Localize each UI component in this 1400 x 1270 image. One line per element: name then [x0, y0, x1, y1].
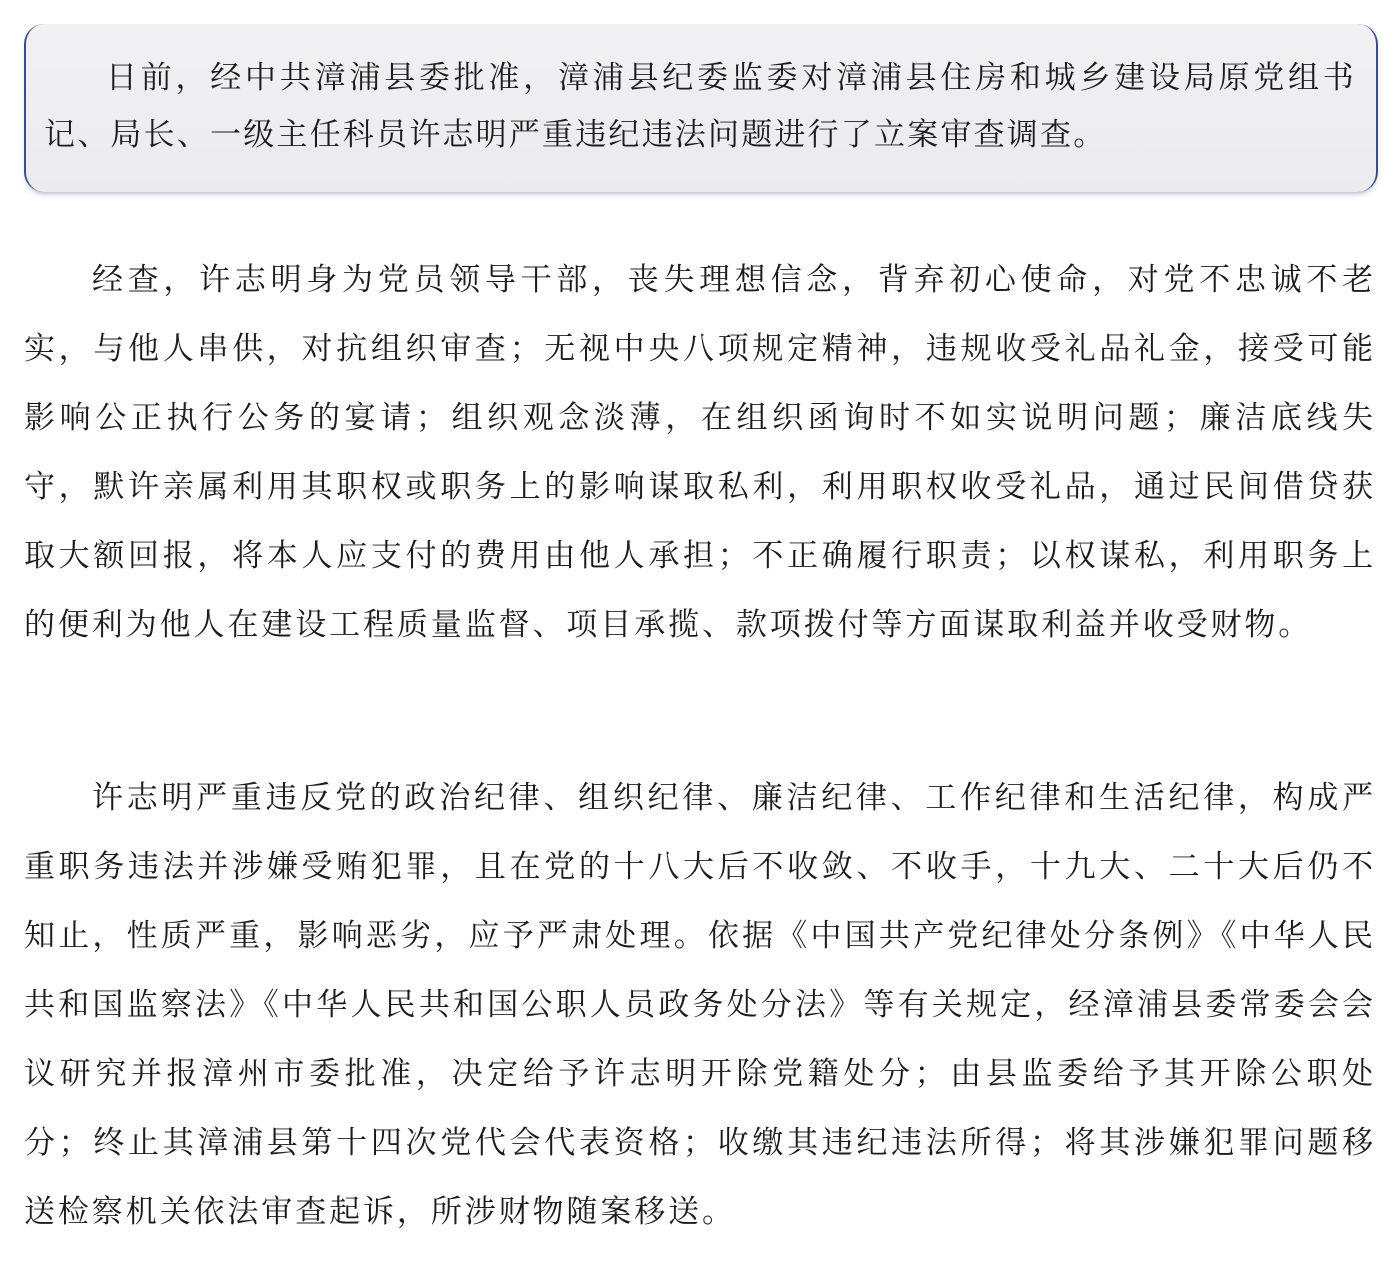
disciplinary-decision-paragraph: 许志明严重违反党的政治纪律、组织纪律、廉洁纪律、工作纪律和生活纪律，构成严重职务违法并涉嫌受贿犯罪，且在党的十八大后不收敛、不收手，十九大、二十大后仍不知止，性质严重，影响恶劣，应予严肃处理。依据《中国共产党纪律处分条例》《中华人民共和国监察法》《中华人民共和国公职人员政务处分法》等有关规定，经漳浦县委常委会会议研究并报漳州市委批准，决定给予许志明开除党籍处分；由县监委给予其开除公职处分；终止其漳浦县第十四次党代会代表资格；收缴其违纪违法所得；将其涉嫌犯罪问题移送检察机关依法审查起诉，所涉财物随案移送。	[24, 780, 1376, 1230]
lead-summary-text: 日前，经中共漳浦县委批准，漳浦县纪委监委对漳浦县住房和城乡建设局原党组书记、局长、一级主任科员许志明严重违纪违法问题进行了立案审查调查。	[44, 60, 1356, 153]
investigation-findings-paragraph: 经查，许志明身为党员领导干部，丧失理想信念，背弃初心使命，对党不忠诚不老实，与他人串供，对抗组织审查；无视中央八项规定精神，违规收受礼品礼金，接受可能影响公正执行公务的宴请；组织观念淡薄，在组织函询时不如实说明问题；廉洁底线失守，默许亲属利用其职权或职务上的影响谋取私利，利用职权收受礼品，通过民间借贷获取大额回报，将本人应支付的费用由他人承担；不正确履行职责；以权谋私，利用职务上的便利为他人在建设工程质量监督、项目承揽、款项拨付等方面谋取利益并收受财物。	[24, 262, 1376, 643]
lead-summary-box	[24, 24, 1378, 192]
